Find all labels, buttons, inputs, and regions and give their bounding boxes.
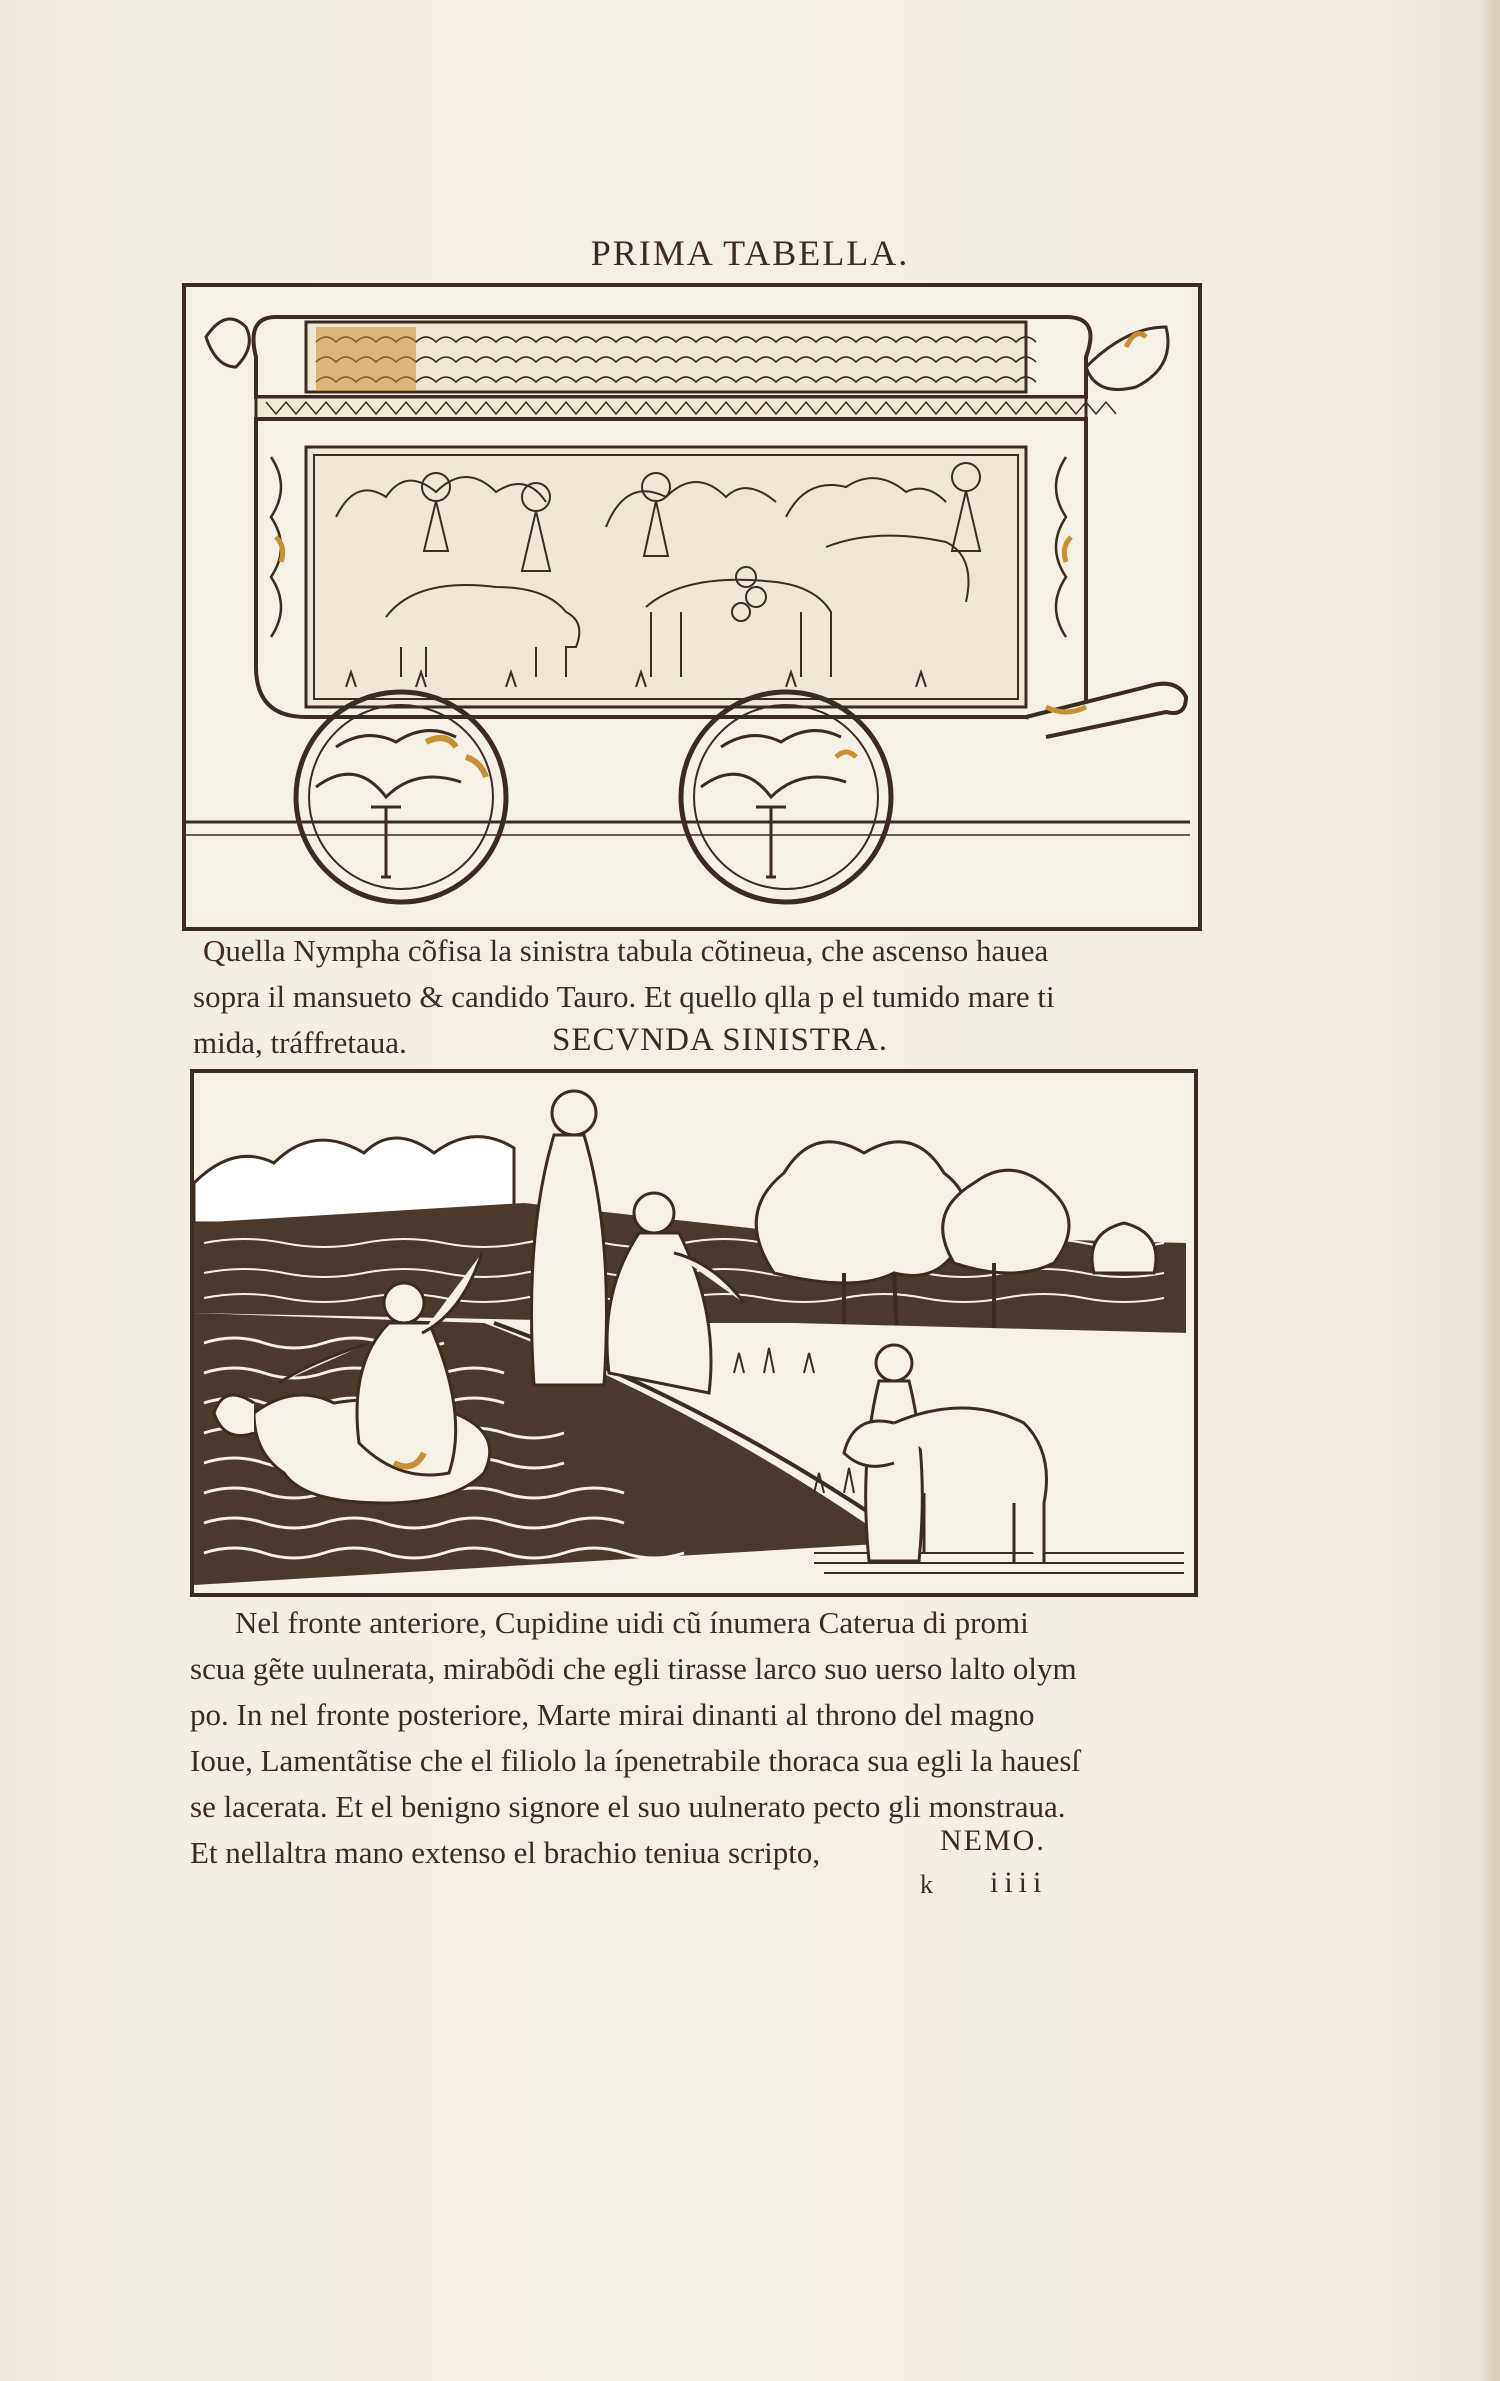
caption-line: mida, tráffretaua. bbox=[193, 1025, 407, 1060]
signature-numeral: iiii bbox=[990, 1866, 1048, 1899]
body-line: po. In nel fronte posteriore, Marte mirai dinanti al throno del magno bbox=[190, 1697, 1035, 1732]
body-line: scua gẽte uulnerata, mirabõdi che egli tirasse larco suo uerso lalto olym bbox=[190, 1651, 1077, 1686]
nymph-and-bull-woodcut bbox=[190, 1069, 1198, 1597]
body-line: Ioue, Lamentãtise che el filiolo la ípenetrabile thoraca sua egli la hauesſ bbox=[190, 1743, 1081, 1778]
body-line: se lacerata. Et el benigno signore el suo uulnerato pecto gli monstraua. bbox=[190, 1789, 1066, 1824]
triumphal-chariot-woodcut bbox=[182, 283, 1202, 931]
body-line: Nel fronte anteriore, Cupidine uidi cũ ínumera Caterua di promi bbox=[235, 1605, 1029, 1640]
signature-letter: k bbox=[920, 1870, 933, 1899]
body-line: Et nellaltra mano extenso el brachio teniua scripto, bbox=[190, 1835, 821, 1870]
closing-word: NEMO. bbox=[940, 1824, 1046, 1857]
section-heading: SECVNDA SINISTRA. bbox=[552, 1022, 889, 1058]
caption-line: sopra il mansueto & candido Tauro. Et quello qlla p el tumido mare ti bbox=[193, 979, 1055, 1014]
chariot-illustration bbox=[186, 287, 1190, 919]
caption-line: Quella Nympha cõfisa la sinistra tabula cõtineua, che ascenso hauea bbox=[203, 933, 1049, 968]
page-edge-shadow bbox=[1478, 0, 1500, 2381]
page-title: PRIMA TABELLA. bbox=[590, 233, 910, 273]
nymph-illustration bbox=[194, 1073, 1186, 1585]
